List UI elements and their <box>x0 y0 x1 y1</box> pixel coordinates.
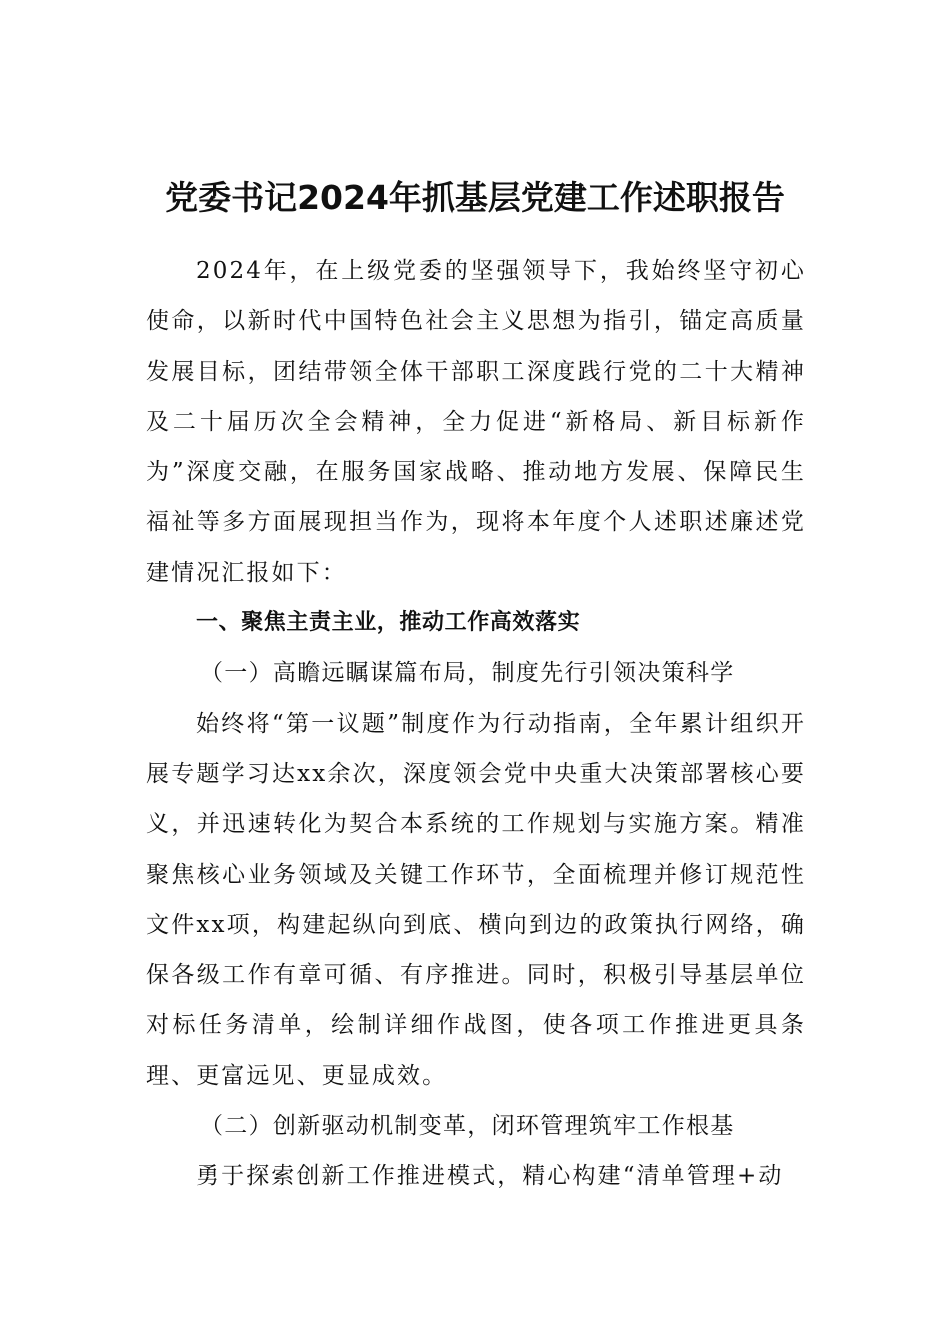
subsection-heading-1: （一）高瞻远瞩谋篇布局，制度先行引领决策科学 <box>200 660 735 687</box>
subsection-paragraph-1: 始终将“第一议题”制度作为行动指南，全年累计组织开展专题学习达xx余次，深度领会党中央重大决策部署核心要义，并迅速转化为契合本系统的工作规划与实施方案。精准聚焦核心业务领域及关键工作环节，全面梳理并修订规范性文件xx项，构建起纵向到底、横向到边的政策执行网络，确保各级工作有章可循、有序推进。同时，积极引导基层单位对标任务清单，绘制详细作战图，使各项工作推进更具条理、更富远见、更显成效。 <box>146 710 806 1089</box>
subsection-heading-2: （二）创新驱动机制变革，闭环管理筑牢工作根基 <box>200 1113 735 1140</box>
subsection-paragraph-2: 勇于探索创新工作推进模式，精心构建“清单管理+动 <box>196 1163 784 1190</box>
document-body <box>146 246 806 1202</box>
document-title: 党委书记2024年抓基层党建工作述职报告 <box>165 178 785 217</box>
intro-paragraph: 2024年，在上级党委的坚强领导下，我始终坚守初心使命，以新时代中国特色社会主义思想为指引，锚定高质量发展目标，团结带领全体干部职工深度践行党的二十大精神及二十届历次全会精神，全力促进“新格局、新目标新作为”深度交融，在服务国家战略、推动地方发展、保障民生福祉等多方面展现担当作为，现将本年度个人述职述廉述党建情况汇报如下： <box>146 258 806 586</box>
section-heading-1: 一、聚焦主责主业，推动工作高效落实 <box>196 610 581 636</box>
